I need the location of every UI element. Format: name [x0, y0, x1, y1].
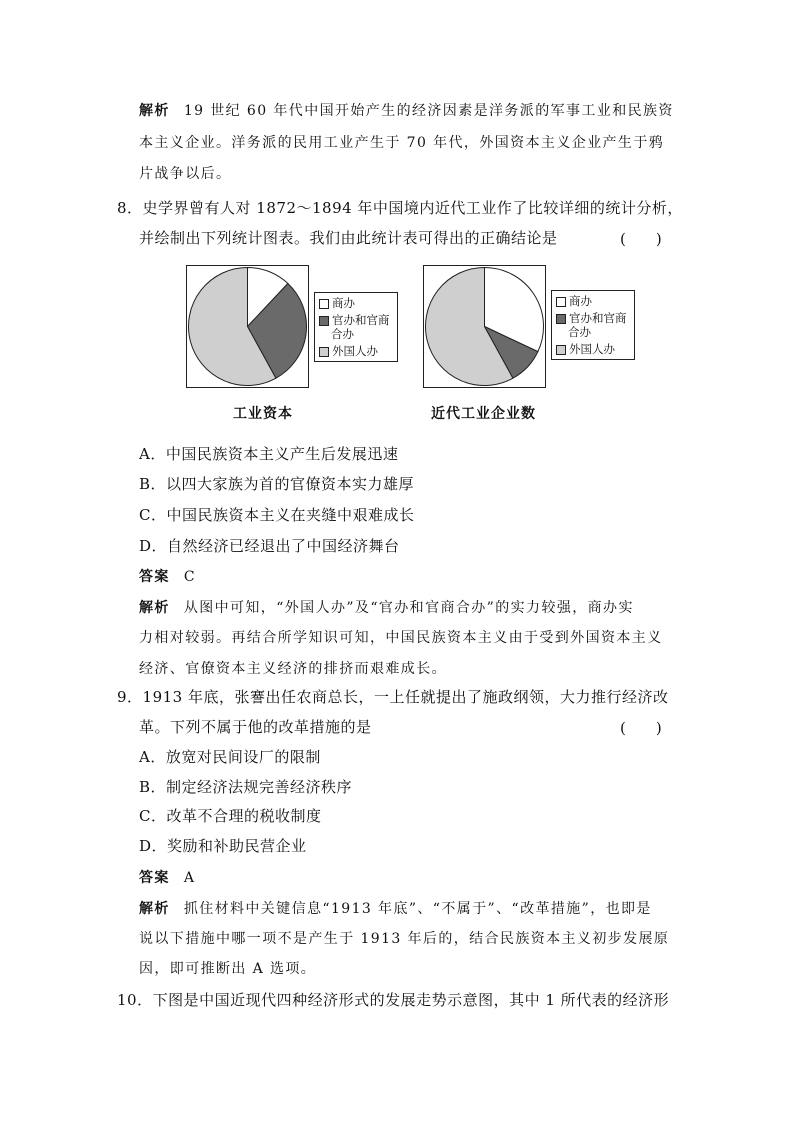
q7-analysis-line-1: 解析 19 世纪 60 年代中国开始产生的经济因素是洋务派的军事工业和民族资	[139, 103, 674, 119]
analysis-label: 解析	[139, 901, 170, 917]
legend-1	[314, 292, 398, 362]
q8-analysis-line-3: 经济、官僚资本主义经济的排挤而艰难成长。	[139, 661, 447, 677]
q9-analysis-line-3: 因，即可推断出 A 选项。	[139, 961, 317, 977]
q9-option-d: D．奖励和补助民营企业	[139, 837, 307, 855]
legend-item-waiguo: 外国人办	[556, 342, 630, 356]
q8-answer-paren: ( )	[620, 230, 662, 248]
pie-chart-enterprise-count	[423, 265, 546, 388]
pie-svg-2	[424, 266, 545, 387]
q9-answer-paren: ( )	[620, 719, 662, 737]
swatch-dark	[319, 316, 329, 326]
q9-answer	[139, 868, 195, 888]
q9-option-b: B．制定经济法规完善经济秩序	[139, 778, 353, 796]
q7-analysis-line-2: 本主义企业。洋务派的民用工业产生于 70 年代，外国资本主义企业产生于鸦	[139, 135, 665, 151]
q8-stem-line-2: 并绘制出下列统计图表。我们由此统计表可得出的正确结论是	[139, 229, 558, 247]
q10-stem-line-1: 10．下图是中国近现代四种经济形式的发展走势示意图，其中 1 所代表的经济形	[117, 991, 670, 1009]
pie-svg-1	[187, 266, 308, 387]
q9-analysis-line-2: 说以下措施中哪一项不是产生于 1913 年后的，结合民族资本主义初步发展原	[139, 931, 670, 947]
legend-item-waiguo: 外国人办	[319, 344, 393, 358]
answer-label: 答案	[139, 569, 170, 585]
q9-stem-line-2: 革。下列不属于他的改革措施的是	[139, 718, 372, 736]
q8-option-b: B．以四大家族为首的官僚资本实力雄厚	[139, 475, 415, 493]
q8-option-c: C．中国民族资本主义在夹缝中艰难成长	[139, 506, 415, 524]
swatch-white	[319, 299, 329, 309]
q8-analysis-line-2: 力相对较弱。再结合所学知识可知，中国民族资本主义由于受到外国资本主义	[139, 630, 663, 646]
q8-analysis-line-1: 解析 从图中可知，“外国人办”及“官办和官商合办”的实力较强，商办实	[139, 600, 634, 616]
q9-stem-line-1: 9．1913 年底，张謇出任农商总长，一上任就提出了施政纲领，大力推行经济改	[117, 688, 669, 706]
answer-value: A	[183, 870, 196, 886]
analysis-label: 解析	[139, 600, 170, 616]
q8-option-d: D．自然经济已经退出了中国经济舞台	[139, 537, 400, 555]
chart-caption-2: 近代工业企业数	[431, 406, 536, 422]
legend-item-shangban: 商办	[556, 294, 630, 308]
q7-analysis-line-3: 片战争以后。	[139, 166, 232, 182]
swatch-light	[556, 345, 566, 355]
chart-caption-1: 工业资本	[233, 406, 293, 422]
legend-item-guanban-cont: 合办	[331, 327, 354, 341]
q9-option-a: A．放宽对民间设厂的限制	[139, 748, 321, 766]
answer-value: C	[183, 569, 196, 585]
legend-item-guanban-cont: 合办	[568, 325, 591, 339]
swatch-white	[556, 297, 566, 307]
legend-2	[551, 290, 635, 360]
q9-option-c: C．改革不合理的税收制度	[139, 807, 322, 825]
swatch-light	[319, 347, 329, 357]
q8-answer	[139, 567, 196, 587]
q8-charts	[186, 265, 646, 435]
legend-item-shangban: 商办	[319, 296, 393, 310]
answer-label: 答案	[139, 870, 170, 886]
swatch-dark	[556, 314, 566, 324]
pie-chart-industrial-capital	[186, 265, 309, 388]
analysis-label: 解析	[139, 103, 170, 119]
legend-item-guanban: 官办和官商	[556, 311, 630, 325]
q9-analysis-line-1: 解析 抓住材料中关键信息“1913 年底”、“不属于”、“改革措施”，也即是	[139, 901, 652, 917]
q8-option-a: A．中国民族资本主义产生后发展迅速	[139, 445, 399, 463]
q8-stem-line-1: 8．史学界曾有人对 1872～1894 年中国境内近代工业作了比较详细的统计分析，	[117, 199, 683, 217]
legend-item-guanban: 官办和官商	[319, 313, 393, 327]
